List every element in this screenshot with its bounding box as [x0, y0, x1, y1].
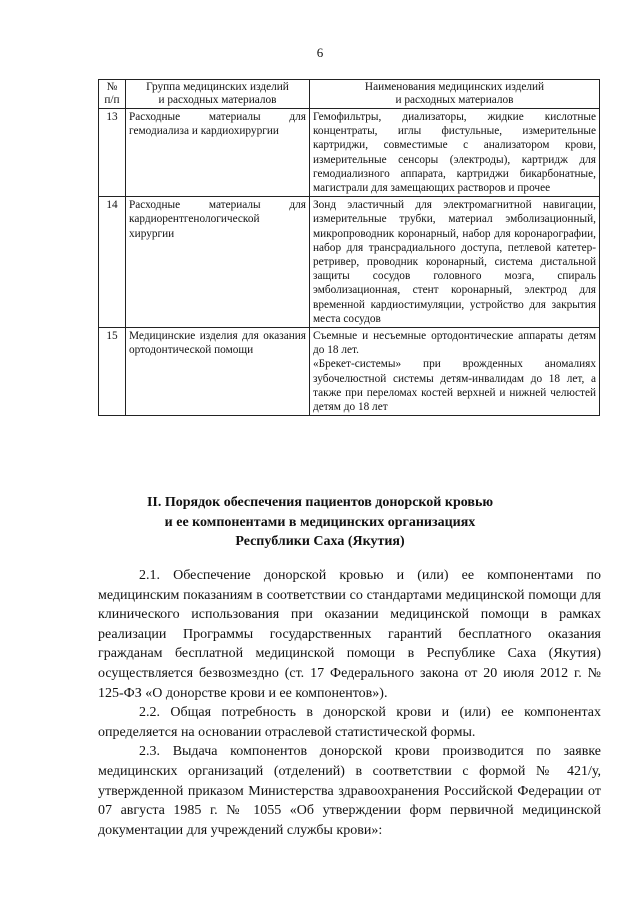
row-num: 14	[99, 197, 126, 328]
paragraph-2-2: 2.2. Общая потребность в донорской крови и (или) ее компонентах определяется на основании отраслевой статистической формы.	[98, 705, 601, 740]
table-row	[99, 197, 600, 328]
row-group: Расходные материалы для гемодиализа и кардиохирургии	[126, 109, 310, 197]
section-body	[98, 566, 601, 840]
header-group: Группа медицинских изделий и расходных материалов	[126, 80, 310, 109]
header-names: Наименования медицинских изделий и расходных материалов	[310, 80, 600, 109]
row-names: Зонд эластичный для электромагнитной навигации, измерительные трубки, материал эмболизационный, микропроводник коронарный, набор для коронарографии, набор для трансрадиального доступа, петлевой катетер-ретривер, проводник коронарный, система дистальной защиты сосудов головного мозга, спираль эмболизационная, стент коронарный, электрод для временной кардиостимуляции, устройство для закрытия места сосудов	[310, 197, 600, 328]
page-number: 6	[316, 45, 324, 60]
paragraph-2-3: 2.3. Выдача компонентов донорской крови производится по заявке медицинских организаций (отделений) в соответствии с формой № 421/у, утвержденной приказом Министерства здравоохранения Российской Федерации от 07 августа 1985 г. № 1055 «Об утверждении форм первичной медицинской документации для учреждений службы крови»:	[98, 744, 601, 838]
medical-supplies-table	[98, 79, 600, 416]
section-title: II. Порядок обеспечения пациентов донорской кровью и ее компонентами в медицинских организациях Республики Саха (Якутия)	[146, 495, 494, 549]
header-num: № п/п	[99, 80, 126, 109]
row-num: 13	[99, 109, 126, 197]
table-header-row	[99, 80, 600, 109]
row-group: Медицинские изделия для оказания ортодонтической помощи	[126, 328, 310, 416]
row-names: Гемофильтры, диализаторы, жидкие кислотные концентраты, иглы фистульные, измерительные картриджи, совместимые с анализатором крови, измерительные сенсоры (электроды), картридж для гемодиализного аппарата, картриджи бикарбонатные, магистрали для замещающих растворов и прочее	[310, 109, 600, 197]
table-row	[99, 328, 600, 416]
row-names: Съемные и несъемные ортодонтические аппараты детям до 18 лет. «Брекет-системы» при врожденных аномалиях зубочелюстной системы детям-инвалидам до 18 лет, а также при переломах костей верхней и нижней челюстей детям до 18 лет	[310, 328, 600, 416]
row-num: 15	[99, 328, 126, 416]
row-group: Расходные материалы для кардиорентгенологической хирургии	[126, 197, 310, 328]
table-row	[99, 109, 600, 197]
paragraph-2-1: 2.1. Обеспечение донорской кровью и (или) ее компонентами по медицинским показаниям в соответствии со стандартами медицинской помощи для клинического использования при оказании медицинской помощи в рамках реализации Программы государственных гарантий бесплатного оказания гражданам бесплатной медицинской помощи в Республике Саха (Якутия) осуществляется безвозмездно (ст. 17 Федерального закона от 20 июля 2012 г. № 125-ФЗ «О донорстве крови и ее компонентов»).	[98, 568, 601, 701]
